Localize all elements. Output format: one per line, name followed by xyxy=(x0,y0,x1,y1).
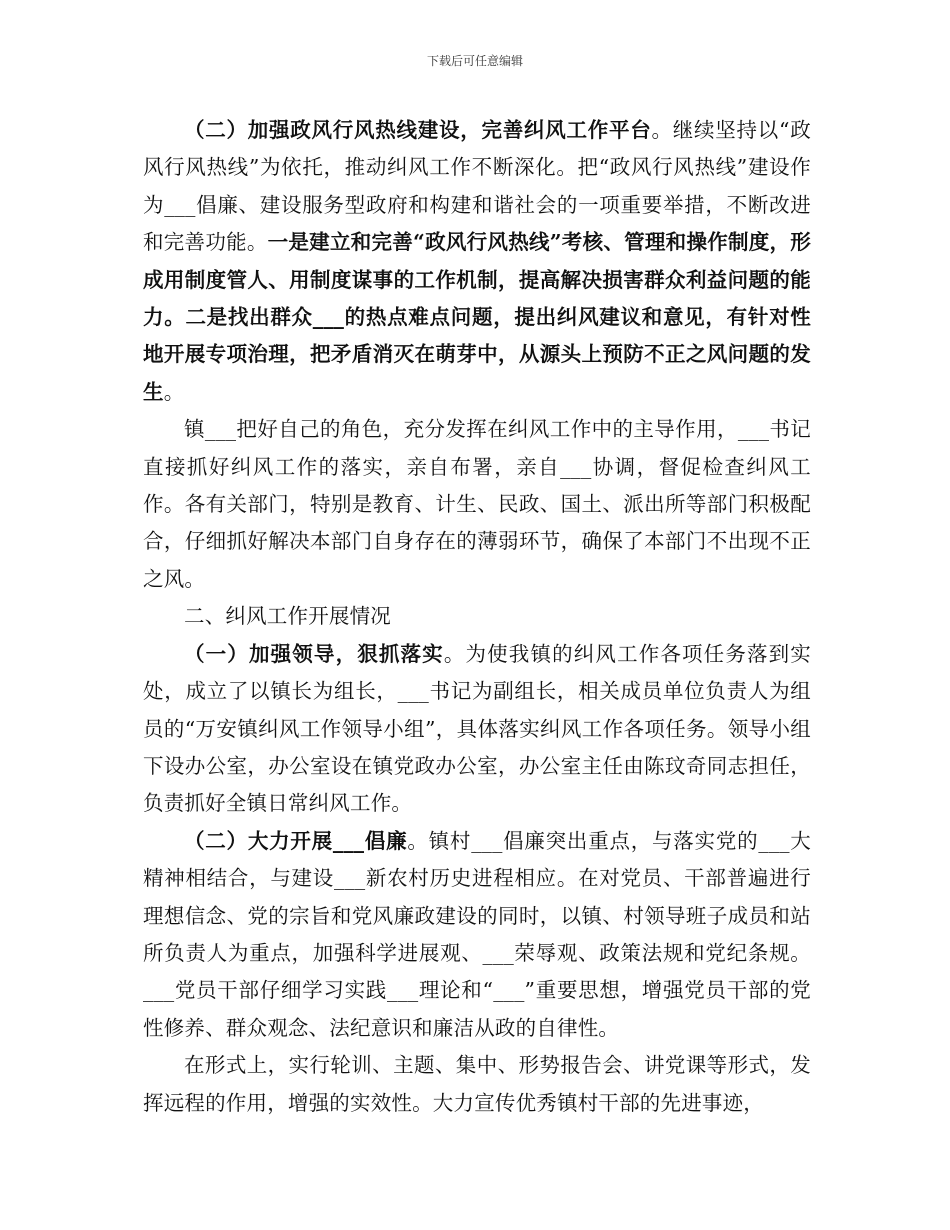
paragraph-text: 。继续坚持以“政风行风热线”为依托，推动纠风工作不断深化。把“政风行风热线”建设作为___倡廉、建设服务型政府和构建和谐社会的一项重要举措，不断改进和完善功能。 xyxy=(143,118,811,255)
section-title: （一）加强领导，狠抓落实 xyxy=(184,641,444,666)
section-title: （二）加强政风行风热线建设，完善纠风工作平台 xyxy=(184,118,652,142)
paragraph-leadership xyxy=(143,636,811,823)
paragraph-hotline xyxy=(143,112,811,411)
section-heading xyxy=(143,598,811,635)
paragraph-integrity xyxy=(143,823,811,1047)
paragraph-town-role xyxy=(143,411,811,598)
document-body xyxy=(143,112,811,1122)
page-header: 下载后可任意编辑 xyxy=(426,54,523,68)
paragraph-text: 。 xyxy=(163,379,185,404)
paragraph-bold-text: 一是建立和完善“政风行风热线”考核、管理和操作制度，形成用制度管人、用制度谋事的工作机制，提高解决损害群众利益问题的能力。二是找出群众___的热点难点问题，提出纠风建议和意见，有针对性地开展专项治理，把矛盾消灭在萌芽中，从源头上预防不正之风问题的发生 xyxy=(143,230,812,404)
heading-text: 二、纠风工作开展情况 xyxy=(184,604,391,629)
paragraph-text: 镇___把好自己的角色，充分发挥在纠风工作中的主导作用，___书记直接抓好纠风工作的落实，亲自布署，亲自___协调，督促检查纠风工作。各有关部门，特别是教育、计生、民政、国土、派出所等部门积极配合，仔细抓好解决本部门自身存在的薄弱环节，确保了本部门不出现不正之风。 xyxy=(143,417,811,591)
paragraph-text: 。为使我镇的纠风工作各项任务落到实处，成立了以镇长为组长，___书记为副组长，相关成员单位负责人为组员的“万安镇纠风工作领导小组”，具体落实纠风工作各项任务。领导小组下设办公室，办公室设在镇党政办公室，办公室主任由陈玟奇同志担任，负责抓好全镇日常纠风工作。 xyxy=(143,641,811,816)
section-title: （二）大力开展___倡廉 xyxy=(184,828,408,853)
paragraph-forms xyxy=(143,1047,811,1122)
paragraph-text: 在形式上，实行轮训、主题、集中、形势报告会、讲党课等形式，发挥远程的作用，增强的实效性。大力宣传优秀镇村干部的先进事迹， xyxy=(143,1053,811,1115)
paragraph-text: 。镇村___倡廉突出重点，与落实党的___大精神相结合，与建设___新农村历史进程相应。在对党员、干部普遍进行理想信念、党的宗旨和党风廉政建设的同时，以镇、村领导班子成员和站所负责人为重点，加强科学进展观、___荣辱观、政策法规和党纪条规。___党员干部仔细学习实践___理论和“___”重要思想，增强党员干部的党性修养、群众观念、法纪意识和廉洁从政的自律性。 xyxy=(143,828,811,1040)
